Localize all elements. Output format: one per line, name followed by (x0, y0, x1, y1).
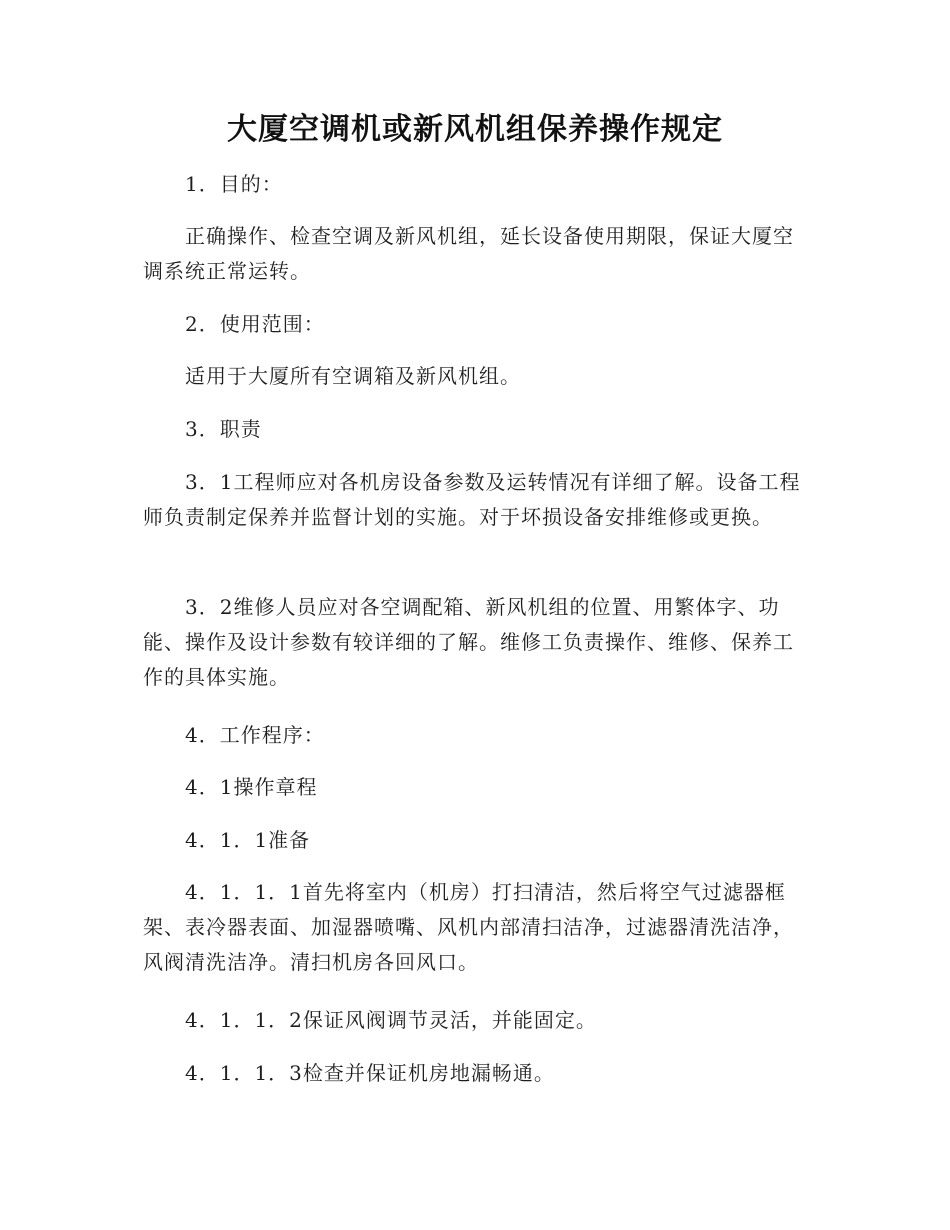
section-heading-scope: 2．使用范围： (185, 312, 325, 336)
paragraph-scope: 适用于大厦所有空调箱及新风机组。 (185, 364, 521, 388)
document-title: 大厦空调机或新风机组保养操作规定 (227, 112, 723, 147)
paragraph-4-1-1-1: 4．1．1．1首先将室内（机房）打扫清洁，然后将空气过滤器框架、表冷器表面、加湿器喷嘴、风机内部清扫洁净，过滤器清洗洁净，风阀清洗洁净。清扫机房各回风口。 (143, 880, 794, 974)
paragraph-duty-3-2: 3．2维修人员应对各空调配箱、新风机组的位置、用繁体字、功能、操作及设计参数有较详细的了解。维修工负责操作、维修、保养工作的具体实施。 (143, 595, 794, 689)
subheading-4-1: 4．1操作章程 (185, 775, 318, 799)
paragraph-4-1-1-3: 4．1．1．3检查并保证机房地漏畅通。 (185, 1061, 555, 1085)
paragraph-4-1-1-2: 4．1．1．2保证风阀调节灵活，并能固定。 (185, 1008, 597, 1032)
subheading-4-1-1: 4．1．1准备 (185, 828, 311, 852)
section-heading-procedure: 4．工作程序： (185, 723, 325, 747)
section-heading-duties: 3．职责 (185, 417, 262, 441)
paragraph-duty-3-1: 3．1工程师应对各机房设备参数及运转情况有详细了解。设备工程师负责制定保养并监督计划的实施。对于坏损设备安排维修或更换。 (143, 470, 801, 529)
section-heading-purpose: 1．目的： (185, 172, 283, 196)
paragraph-purpose: 正确操作、检查空调及新风机组，延长设备使用期限，保证大厦空调系统正常运转。 (143, 224, 794, 283)
